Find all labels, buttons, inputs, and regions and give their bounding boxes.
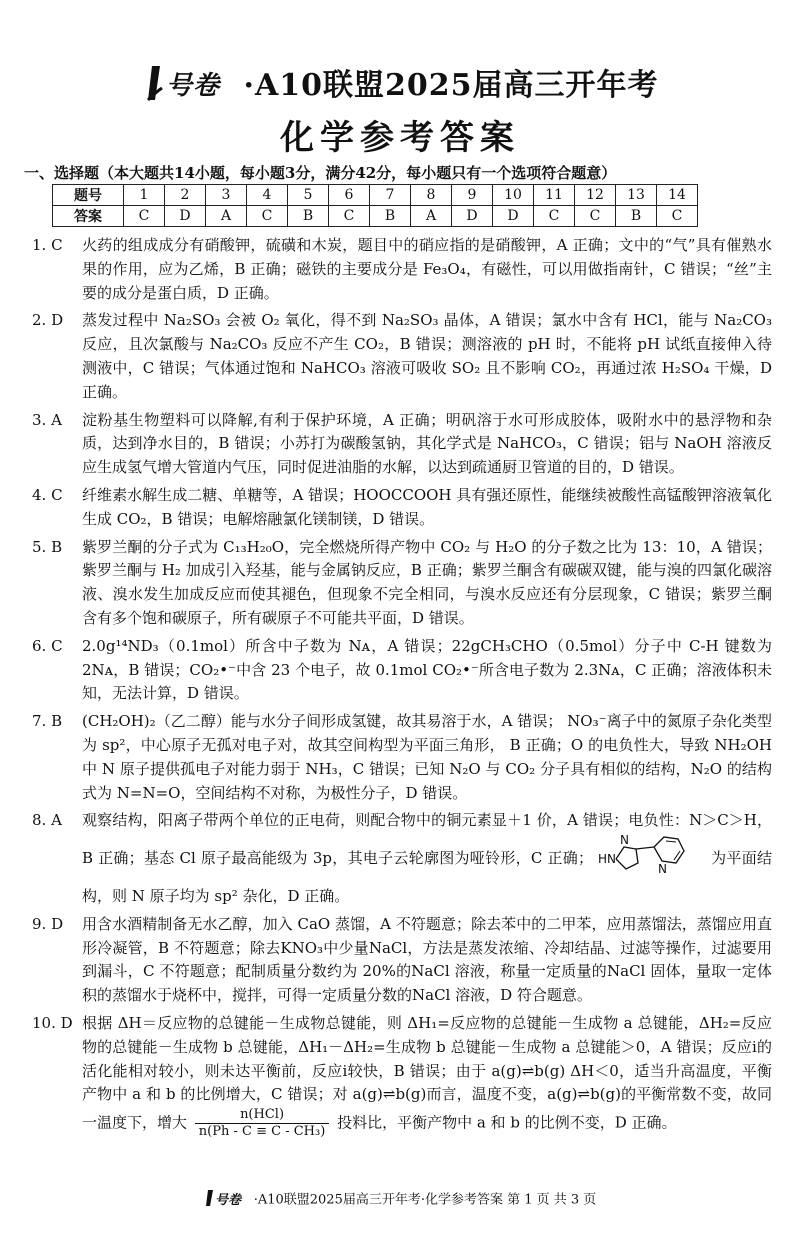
question-number-cell: 5 (288, 185, 329, 206)
list-item (32, 234, 772, 305)
item10-text-a: 根据 ΔH＝反应物的总键能－生成物总键能，则 ΔH₁=反应物的总键能－生成物 a 总键能，ΔH₂=反应物的总键能－生成物 b 总键能，ΔH₁－ΔH₂=生成物 b 总键能－生成物 a 总键能＞0，A 错误；反应i的活化能相对较小，则未达平衡前，反应i较快，B 错误；由于 a(g)⇌b(g) ΔH＜0，适当升高温度，平衡产物中 a 和 b 的比例增大，C 错误；对 a(g)⇌b(g)而言，温度不变，a(g)⇌b(g)的平衡常数不变，故同一温度下，增大 (82, 1013, 772, 1132)
question-number-cell: 13 (616, 185, 657, 206)
molecule-label-n1: N (620, 833, 630, 848)
exam-title (0, 60, 800, 112)
page-title: 化学参考答案 (280, 118, 520, 158)
item10-text-b: 投料比，平衡产物中 a 和 b 的比例不变，D 正确。 (337, 1113, 677, 1132)
item-text: 纤维素水解生成二糖、单糖等，A 错误；HOOCCOOH 具有强还原性，能继续被酸性高锰酸钾溶液氧化生成 CO₂，B 错误；电解熔融氯化镁制镁，D 错误。 (82, 485, 772, 528)
item-text: 用含水酒精制备无水乙醇，加入 CaO 蒸馏，A 不符题意；除去苯中的二甲苯，应用蒸馏法，蒸馏应用直形冷凝管，B 不符题意；除去KNO₃中少量NaCl，方法是蒸发浓缩、冷却结晶、过滤等操作，过滤要用到漏斗，C 不符题意；配制质量分数约为 20%的NaCl 溶液，称量一定质量的NaCl 固体，量取一定体积的蒸馏水于烧杯中，搅拌，可得一定质量分数的NaCl 溶液，D 符合题意。 (82, 914, 772, 1005)
item-text: 淀粉基生物塑料可以降解,有利于保护环境，A 正确；明矾溶于水可形成胶体，吸附水中的悬浮物和杂质，达到净水目的，B 错误；小苏打为碳酸氢钠，其化学式是 NaHCO₃，C 错误；铝与 NaOH 溶液反应生成氢气增大管道内气压，同时促进油脂的水解，以达到疏通厨卫管道的目的，D 错误。 (82, 410, 772, 477)
answer-cell: C (329, 206, 370, 227)
answer-table (52, 184, 698, 227)
answer-cell: D (165, 206, 206, 227)
item-text (82, 1012, 772, 1140)
question-number-cell: 1 (124, 185, 165, 206)
item-text: 火药的组成成分有硝酸钾，硫磺和木炭，题目中的硝应指的是硝酸钾，A 正确；文中的“气”具有催熟水果的作用，应为乙烯，B 正确；磁铁的主要成分是 Fe₃O₄，有磁性，可以用做指南针，C 错误；“丝”主要的成分是蛋白质，D 正确。 (82, 236, 772, 302)
question-number-cell: 12 (575, 185, 616, 206)
answer-cell: B (370, 206, 411, 227)
item-text (82, 809, 772, 908)
item-text: 蒸发过程中 Na₂SO₃ 会被 O₂ 氧化，得不到 Na₂SO₃ 晶体，A 错误；氯水中含有 HCl，能与 Na₂CO₃ 反应，且次氯酸与 Na₂CO₃ 反应不产生 CO₂，B 错误；测溶液的 pH 时，不能将 pH 试纸直接伸入待测液中，C 错误；气体通过饱和 NaHCO₃ 溶液可吸收 SO₂ 且不影响 CO₂，再通过浓 H₂SO₄ 干燥，D 正确。 (82, 311, 772, 401)
answer-cell: C (534, 206, 575, 227)
answer-cell: A (411, 206, 452, 227)
item-number: 5. B (32, 537, 63, 556)
brush-stroke-icon (142, 62, 234, 104)
ratio-fraction (195, 1107, 330, 1140)
exam-title-text: ·A10联盟2025届高三开年考 (243, 68, 659, 103)
answer-cell: A (206, 206, 247, 227)
question-number-cell: 3 (206, 185, 247, 206)
item-number: 3. A (32, 410, 62, 429)
item-text: 紫罗兰酮的分子式为 C₁₃H₂₀O，完全燃烧所得产物中 CO₂ 与 H₂O 的分子数之比为 13：10，A 错误；紫罗兰酮与 H₂ 加成引入羟基，能与金属钠反应，B 正确；紫罗兰酮含有碳碳双键，能与溴的四氯化碳溶液、溴水发生加成反应而使其褪色，但现象不完全相同，与溴水反应还有分层现象，C 错误；紫罗兰酮含有多个饱和碳原子，所有碳原子不可能共平面，D 错误。 (82, 537, 772, 627)
question-number-cell: 6 (329, 185, 370, 206)
list-item (32, 484, 772, 532)
explanations-list (32, 234, 772, 1144)
item-number: 8. A (32, 811, 62, 830)
list-item (32, 409, 772, 480)
answer-cell: C (247, 206, 288, 227)
list-item (32, 635, 772, 706)
question-number-cell: 14 (657, 185, 698, 206)
molecule-label-hn: HN (598, 852, 617, 867)
item-number: 9. D (32, 914, 64, 933)
list-item-8 (32, 809, 772, 908)
question-number-cell: 2 (165, 185, 206, 206)
item-text: (CH₂OH)₂（乙二醇）能与水分子间形成氢键，故其易溶于水，A 错误； NO₃⁻离子中的氮原子杂化类型为 sp²，中心原子无孤对电子对，故其空间构型为平面三角形， B 正确；O 的电负性大，导致 NH₂OH 中 N 原子提供孤电子对能力弱于 NH₃，C 错误；已知 N₂O 与 CO₂ 分子具有相似的结构，N₂O 的结构式为 N=N=O，空间结构不对称，为极性分子，D 错误。 (82, 712, 772, 802)
question-number-cell: 11 (534, 185, 575, 206)
list-item (32, 710, 772, 805)
row-label-answer: 答案 (53, 206, 124, 227)
footer-brand (204, 1188, 250, 1212)
fraction-numerator: n(HCl) (195, 1107, 330, 1124)
footer-brand-text: 号卷 (214, 1193, 241, 1208)
page-footer (0, 1188, 800, 1212)
footer-text: ·A10联盟2025届高三开年考·化学参考答案 第 1 页 共 3 页 (253, 1192, 597, 1208)
question-number-cell: 7 (370, 185, 411, 206)
answer-cell: D (493, 206, 534, 227)
brand-text: 号卷 (165, 71, 220, 101)
item-number: 4. C (32, 485, 63, 504)
item-text: 2.0g¹⁴ND₃（0.1mol）所含中子数为 Nᴀ，A 错误；22gCH₃CHO（0.5mol）分子中 C-H 键数为 2Nᴀ，B 错误；CO₂•⁻中含 23 个电子，故 0.1mol CO₂•⁻所含电子数为 2.3Nᴀ，C 正确；溶液体积未知，无法计算，D 错误。 (82, 636, 772, 703)
list-item-10 (32, 1012, 772, 1140)
molecule-structure-icon (598, 833, 706, 877)
row-label-number: 题号 (53, 185, 124, 206)
item-number: 1. C (32, 236, 63, 254)
list-item (32, 309, 772, 404)
question-number-cell: 4 (247, 185, 288, 206)
item-number: 2. D (32, 311, 64, 330)
section-heading: 一、选择题（本大题共14小题，每小题3分，满分42分，每小题只有一个选项符合题意） (24, 164, 617, 182)
question-number-cell: 8 (411, 185, 452, 206)
item-number: 10. D (32, 1013, 73, 1032)
answer-cell: C (657, 206, 698, 227)
question-number-cell: 9 (452, 185, 493, 206)
molecule-label-n2: N (658, 862, 668, 877)
item-number: 6. C (32, 636, 63, 655)
list-item-9 (32, 913, 772, 1008)
answer-cell: D (452, 206, 493, 227)
answer-table-row-answers (53, 206, 698, 227)
answer-cell: C (124, 206, 165, 227)
fraction-denominator: n(Ph - C ≡ C - CH₃) (198, 1124, 326, 1140)
item8-text-b: 为平面结构，则 N 原子均为 sp² 杂化，D 正确。 (82, 849, 772, 905)
answer-cell: C (575, 206, 616, 227)
pyrazolyl-pyridine-structure (598, 833, 706, 885)
item8-text-a: 观察结构，阳离子带两个单位的正电荷，则配合物中的铜元素显＋1 价，A 错误；电负性：N＞C＞H，B 正确；基态 Cl 原子最高能级为 3p，其电子云轮廓图为哑铃形，C 正确； (82, 811, 772, 868)
list-item (32, 536, 772, 631)
answer-cell: B (616, 206, 657, 227)
answer-cell: B (288, 206, 329, 227)
brush-stroke-icon (204, 1188, 250, 1208)
item-number: 7. B (32, 712, 63, 731)
brand-logo (142, 62, 234, 112)
answer-table-row-numbers (53, 185, 698, 206)
question-number-cell: 10 (493, 185, 534, 206)
